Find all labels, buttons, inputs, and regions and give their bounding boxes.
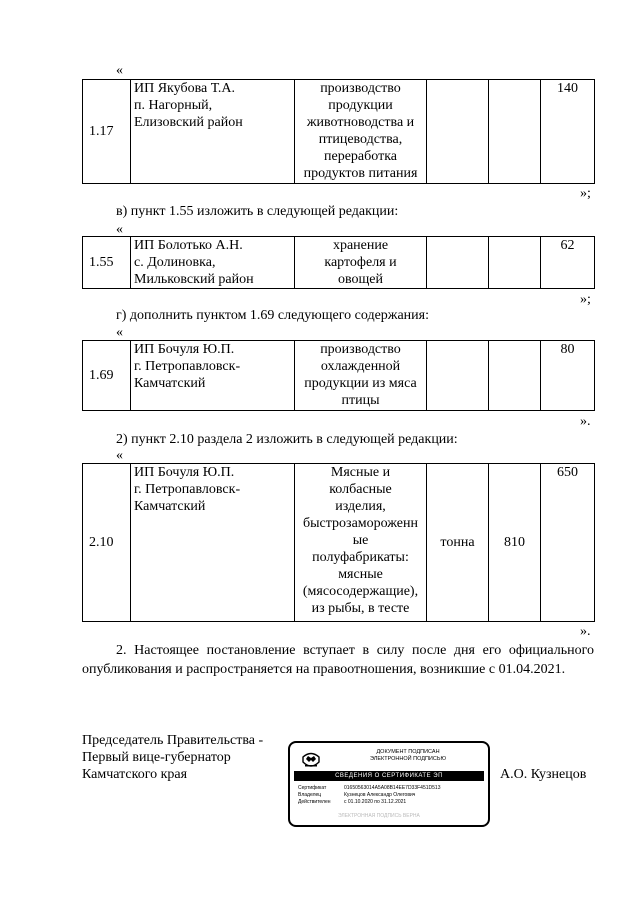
activity-cell — [295, 237, 427, 289]
stamp-details — [298, 785, 486, 806]
quantity-cell: 810 — [489, 464, 541, 622]
entrepreneur-line: п. Нагорный, — [134, 98, 213, 113]
unit-cell: тонна — [427, 464, 489, 622]
entrepreneur-line: с. Долиновка, — [134, 255, 216, 270]
activity-line: продуктов питания — [303, 166, 418, 181]
activity-line: быстрозамороженн — [303, 516, 418, 531]
entrepreneur-cell — [131, 80, 295, 184]
electronic-signature-stamp — [288, 741, 490, 827]
open-quote: « — [116, 325, 123, 340]
stamp-key: Действителен — [298, 799, 331, 805]
row-number: 1.69 — [83, 341, 131, 411]
row-number: 1.55 — [83, 237, 131, 289]
entrepreneur-cell — [131, 464, 295, 622]
stamp-header-line: ДОКУМЕНТ ПОДПИСАН — [376, 749, 440, 755]
activity-line: хранение — [332, 238, 389, 253]
stamp-key: Владелец — [298, 792, 322, 798]
signatory-position — [82, 732, 263, 783]
activity-line: ые — [352, 533, 369, 548]
activity-line: переработка — [324, 149, 397, 164]
activity-line: мясные — [338, 567, 383, 582]
entrepreneur-line: Мильковский район — [134, 272, 254, 287]
resolution-table-4 — [82, 463, 595, 622]
resolution-table-1 — [82, 79, 595, 184]
instruction-text: в) пункт 1.55 изложить в следующей редакции: — [116, 204, 399, 219]
stamp-header — [330, 749, 486, 763]
empty-cell — [427, 80, 489, 184]
entrepreneur-line: г. Петропавловск- — [134, 482, 241, 497]
activity-line: Мясные и — [330, 465, 391, 480]
stamp-value: 01650563014A5A08B14EE7D33F451D513 — [344, 785, 441, 791]
value-cell: 140 — [541, 80, 595, 184]
empty-cell — [427, 341, 489, 411]
activity-line: птицы — [341, 393, 380, 408]
activity-line: изделия, — [335, 499, 386, 514]
open-quote: « — [116, 448, 123, 463]
activity-line: производство — [320, 81, 401, 96]
activity-line: из рыбы, в тесте — [311, 601, 410, 616]
activity-line: животноводства и — [306, 115, 415, 130]
stamp-key: Сертификат — [298, 785, 327, 791]
value-cell: 650 — [541, 464, 595, 622]
activity-line: овощей — [337, 272, 383, 287]
activity-line: птицеводства, — [318, 132, 403, 147]
activity-cell — [295, 80, 427, 184]
entrepreneur-line: Елизовский район — [134, 115, 243, 130]
open-quote: « — [116, 222, 123, 237]
empty-cell — [489, 341, 541, 411]
entrepreneur-line: Камчатский — [134, 376, 206, 391]
entrepreneur-line: ИП Бочуля Ю.П. — [134, 342, 235, 357]
entrepreneur-line: г. Петропавловск- — [134, 359, 241, 374]
signatory-name: А.О. Кузнецов — [500, 767, 587, 782]
final-paragraph: 2. Настоящее постановление вступает в силу после дня его официального опубликования и распространяется на правоотношения, возникшие с 01.04.2021. — [82, 643, 594, 677]
instruction-text: 2) пункт 2.10 раздела 2 изложить в следующей редакции: — [116, 432, 458, 447]
row-number: 1.17 — [83, 80, 131, 184]
entrepreneur-cell — [131, 237, 295, 289]
activity-line: продукции из мяса — [304, 376, 417, 391]
activity-line: картофеля и — [324, 255, 397, 270]
activity-line: производство — [320, 342, 401, 357]
stamp-watermark: ЭЛЕКТРОННАЯ ПОДПИСЬ ВЕРНА — [338, 813, 420, 819]
close-quote: »; — [580, 186, 591, 201]
stamp-row — [298, 792, 486, 799]
activity-line: (мясосодержащие), — [302, 584, 419, 599]
close-quote: ». — [580, 624, 591, 639]
stamp-title-bar: СВЕДЕНИЯ О СЕРТИФИКАТЕ ЭП — [294, 771, 484, 781]
resolution-table-3 — [82, 340, 595, 411]
empty-cell — [427, 237, 489, 289]
activity-line: продукции — [328, 98, 393, 113]
empty-cell — [489, 237, 541, 289]
activity-cell — [295, 464, 427, 622]
stamp-row — [298, 799, 486, 806]
position-line: Камчатского края — [82, 767, 188, 782]
activity-line: полуфабрикаты: — [312, 550, 409, 565]
close-quote: ». — [580, 414, 591, 429]
value-cell: 62 — [541, 237, 595, 289]
close-quote: »; — [580, 292, 591, 307]
row-number: 2.10 — [83, 464, 131, 622]
instruction-text: г) дополнить пунктом 1.69 следующего содержания: — [116, 308, 429, 323]
resolution-table-2 — [82, 236, 595, 289]
entrepreneur-line: Камчатский — [134, 499, 206, 514]
stamp-header-line: ЭЛЕКТРОННОЙ ПОДПИСЬЮ — [369, 756, 447, 762]
empty-cell — [489, 80, 541, 184]
value-cell: 80 — [541, 341, 595, 411]
stamp-value: с 01.10.2020 по 31.12.2021 — [344, 799, 407, 805]
activity-line: колбасные — [329, 482, 392, 497]
activity-line: охлажденной — [320, 359, 401, 374]
entrepreneur-line: ИП Болотько А.Н. — [134, 238, 243, 253]
entrepreneur-line: ИП Бочуля Ю.П. — [134, 465, 235, 480]
coat-of-arms-icon — [300, 749, 322, 771]
stamp-row — [298, 785, 486, 792]
position-line: Первый вице-губернатор — [82, 750, 231, 765]
entrepreneur-line: ИП Якубова Т.А. — [134, 81, 236, 96]
activity-cell — [295, 341, 427, 411]
position-line: Председатель Правительства - — [82, 733, 264, 748]
entrepreneur-cell — [131, 341, 295, 411]
stamp-value: Кузнецов Александр Олегович — [344, 792, 416, 798]
open-quote: « — [116, 63, 123, 78]
